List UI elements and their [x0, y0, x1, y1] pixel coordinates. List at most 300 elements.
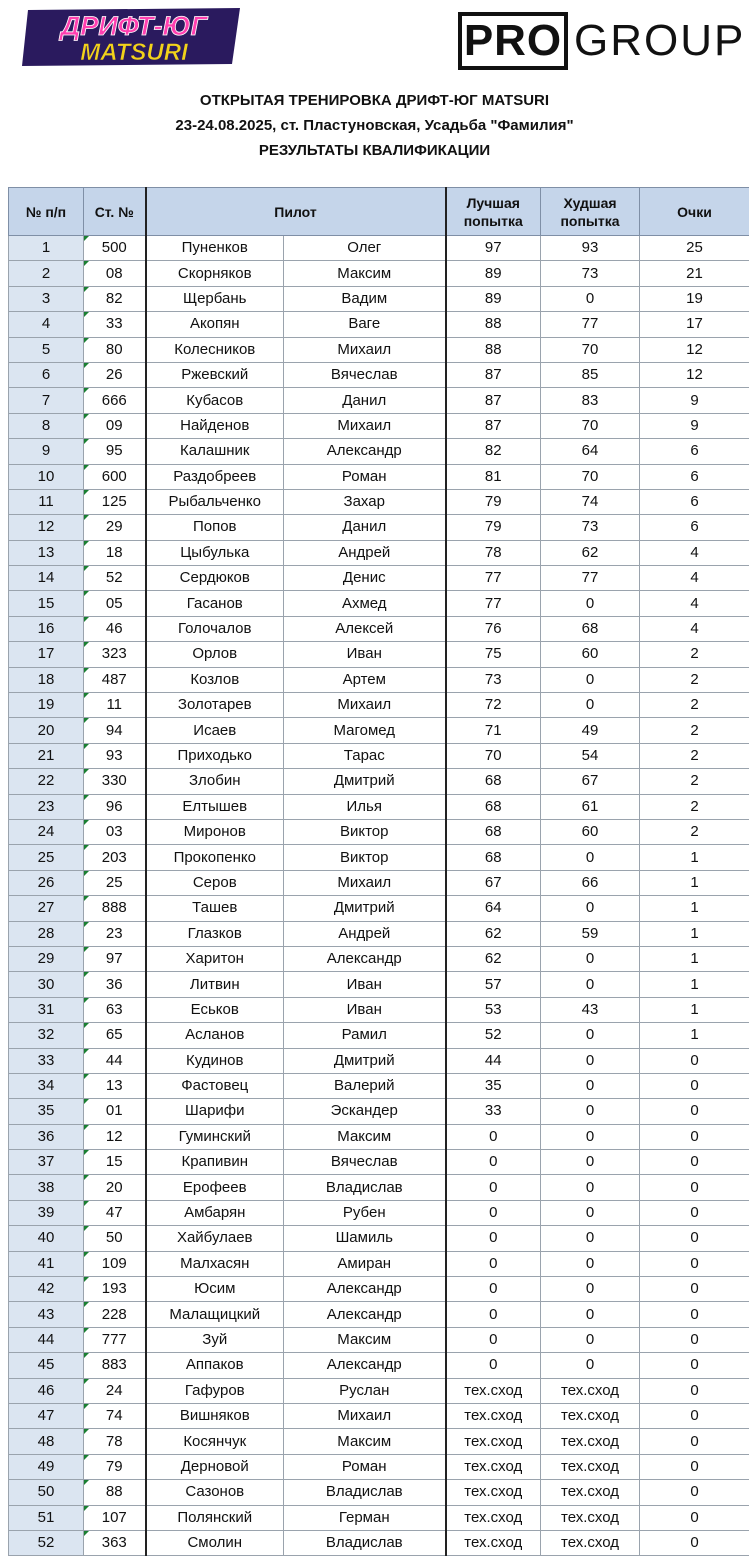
table-row [9, 667, 749, 692]
first-name-cell: Магомед [284, 718, 446, 743]
position-cell: 5 [9, 337, 84, 362]
position-cell: 20 [9, 718, 84, 743]
start-number-cell: 08 [84, 261, 146, 286]
col-header-worst-attempt [541, 188, 640, 236]
logo-line-2: MATSURI [80, 39, 188, 66]
table-row [9, 286, 749, 311]
best-attempt-cell: 68 [446, 819, 541, 844]
best-attempt-cell: 62 [446, 921, 541, 946]
points-cell: 0 [640, 1327, 749, 1352]
points-cell: 0 [640, 1505, 749, 1530]
first-name-cell: Александр [284, 1302, 446, 1327]
best-attempt-cell: 88 [446, 337, 541, 362]
points-cell: 0 [640, 1403, 749, 1428]
start-number-cell: 44 [84, 1048, 146, 1073]
table-row [9, 1480, 749, 1505]
points-cell: 1 [640, 972, 749, 997]
first-name-cell: Дмитрий [284, 896, 446, 921]
worst-attempt-cell: тех.сход [541, 1480, 640, 1505]
col-header-pilot: Пилот [146, 188, 446, 236]
points-cell: 0 [640, 1048, 749, 1073]
position-cell: 44 [9, 1327, 84, 1352]
worst-attempt-cell: 0 [541, 1200, 640, 1225]
surname-cell: Найденов [146, 413, 284, 438]
start-number-cell: 26 [84, 362, 146, 387]
first-name-cell: Рамил [284, 1023, 446, 1048]
worst-attempt-cell: 0 [541, 667, 640, 692]
first-name-cell: Рубен [284, 1200, 446, 1225]
best-attempt-cell: 72 [446, 693, 541, 718]
table-header-row [9, 188, 749, 236]
surname-cell: Сердюков [146, 566, 284, 591]
best-attempt-cell: 79 [446, 515, 541, 540]
start-number-cell: 500 [84, 236, 146, 261]
table-row [9, 1226, 749, 1251]
position-cell: 18 [9, 667, 84, 692]
start-number-cell: 79 [84, 1454, 146, 1479]
first-name-cell: Данил [284, 515, 446, 540]
points-cell: 4 [640, 591, 749, 616]
table-row [9, 388, 749, 413]
first-name-cell: Виктор [284, 819, 446, 844]
surname-cell: Аппаков [146, 1353, 284, 1378]
points-cell: 0 [640, 1302, 749, 1327]
start-number-cell: 93 [84, 743, 146, 768]
points-cell: 0 [640, 1175, 749, 1200]
surname-cell: Хайбулаев [146, 1226, 284, 1251]
best-attempt-cell: 64 [446, 896, 541, 921]
table-row [9, 921, 749, 946]
table-row [9, 236, 749, 261]
table-row [9, 464, 749, 489]
surname-cell: Фастовец [146, 1073, 284, 1098]
start-number-cell: 777 [84, 1327, 146, 1352]
points-cell: 1 [640, 896, 749, 921]
worst-attempt-cell: 64 [541, 439, 640, 464]
worst-attempt-cell: 54 [541, 743, 640, 768]
qualification-results-table [8, 187, 749, 1556]
position-cell: 47 [9, 1403, 84, 1428]
points-cell: 0 [640, 1378, 749, 1403]
worst-attempt-cell: 77 [541, 312, 640, 337]
col-header-start-number: Ст. № [84, 188, 146, 236]
first-name-cell: Александр [284, 1353, 446, 1378]
first-name-cell: Ваге [284, 312, 446, 337]
worst-attempt-cell: 0 [541, 693, 640, 718]
surname-cell: Приходько [146, 743, 284, 768]
surname-cell: Исаев [146, 718, 284, 743]
best-attempt-cell: 0 [446, 1200, 541, 1225]
position-cell: 22 [9, 769, 84, 794]
position-cell: 37 [9, 1150, 84, 1175]
start-number-cell: 600 [84, 464, 146, 489]
surname-cell: Амбарян [146, 1200, 284, 1225]
best-attempt-cell: тех.сход [446, 1454, 541, 1479]
worst-attempt-cell: тех.сход [541, 1378, 640, 1403]
start-number-cell: 96 [84, 794, 146, 819]
first-name-cell: Михаил [284, 413, 446, 438]
position-cell: 8 [9, 413, 84, 438]
position-cell: 15 [9, 591, 84, 616]
table-row [9, 1378, 749, 1403]
best-attempt-cell: 67 [446, 870, 541, 895]
table-row [9, 972, 749, 997]
position-cell: 46 [9, 1378, 84, 1403]
points-cell: 0 [640, 1480, 749, 1505]
best-attempt-cell: 73 [446, 667, 541, 692]
first-name-cell: Руслан [284, 1378, 446, 1403]
position-cell: 24 [9, 819, 84, 844]
surname-cell: Гасанов [146, 591, 284, 616]
table-row [9, 718, 749, 743]
points-cell: 12 [640, 362, 749, 387]
table-row [9, 1302, 749, 1327]
points-cell: 4 [640, 540, 749, 565]
start-number-cell: 11 [84, 693, 146, 718]
start-number-cell: 20 [84, 1175, 146, 1200]
table-row [9, 1327, 749, 1352]
best-attempt-cell: 33 [446, 1099, 541, 1124]
surname-cell: Раздобреев [146, 464, 284, 489]
start-number-cell: 13 [84, 1073, 146, 1098]
surname-cell: Глазков [146, 921, 284, 946]
worst-attempt-cell: 0 [541, 591, 640, 616]
best-attempt-cell: 53 [446, 997, 541, 1022]
position-cell: 38 [9, 1175, 84, 1200]
position-cell: 43 [9, 1302, 84, 1327]
best-attempt-cell: 76 [446, 616, 541, 641]
best-attempt-cell: 78 [446, 540, 541, 565]
surname-cell: Злобин [146, 769, 284, 794]
worst-attempt-cell: 67 [541, 769, 640, 794]
surname-cell: Серов [146, 870, 284, 895]
start-number-cell: 323 [84, 642, 146, 667]
first-name-cell: Дмитрий [284, 769, 446, 794]
best-attempt-line-2: попытка [463, 212, 523, 229]
start-number-cell: 97 [84, 946, 146, 971]
first-name-cell: Михаил [284, 337, 446, 362]
best-attempt-cell: тех.сход [446, 1530, 541, 1555]
first-name-cell: Андрей [284, 921, 446, 946]
position-cell: 49 [9, 1454, 84, 1479]
position-cell: 42 [9, 1277, 84, 1302]
table-row [9, 819, 749, 844]
start-number-cell: 46 [84, 616, 146, 641]
event-title: ОТКРЫТАЯ ТРЕНИРОВКА ДРИФТ-ЮГ MATSURI [199, 92, 550, 109]
start-number-cell: 29 [84, 515, 146, 540]
first-name-cell: Роман [284, 1454, 446, 1479]
worst-attempt-cell: 61 [541, 794, 640, 819]
position-cell: 11 [9, 489, 84, 514]
points-cell: 25 [640, 236, 749, 261]
best-attempt-cell: 0 [446, 1277, 541, 1302]
start-number-cell: 193 [84, 1277, 146, 1302]
worst-attempt-cell: 43 [541, 997, 640, 1022]
worst-attempt-cell: 60 [541, 819, 640, 844]
best-attempt-cell: 87 [446, 388, 541, 413]
position-cell: 10 [9, 464, 84, 489]
surname-cell: Акопян [146, 312, 284, 337]
start-number-cell: 12 [84, 1124, 146, 1149]
position-cell: 40 [9, 1226, 84, 1251]
first-name-cell: Валерий [284, 1073, 446, 1098]
first-name-cell: Михаил [284, 1403, 446, 1428]
worst-attempt-cell: 77 [541, 566, 640, 591]
logo-group-text: GROUP [574, 16, 746, 65]
position-cell: 6 [9, 362, 84, 387]
start-number-cell: 74 [84, 1403, 146, 1428]
position-cell: 30 [9, 972, 84, 997]
col-header-points: Очки [640, 188, 749, 236]
start-number-cell: 125 [84, 489, 146, 514]
points-cell: 9 [640, 413, 749, 438]
start-number-cell: 109 [84, 1251, 146, 1276]
start-number-cell: 33 [84, 312, 146, 337]
surname-cell: Золотарев [146, 693, 284, 718]
table-row [9, 693, 749, 718]
worst-attempt-cell: 66 [541, 870, 640, 895]
first-name-cell: Максим [284, 1429, 446, 1454]
worst-attempt-cell: 0 [541, 1302, 640, 1327]
surname-cell: Вишняков [146, 1403, 284, 1428]
table-row [9, 413, 749, 438]
surname-cell: Гуминский [146, 1124, 284, 1149]
first-name-cell: Илья [284, 794, 446, 819]
position-cell: 31 [9, 997, 84, 1022]
first-name-cell: Олег [284, 236, 446, 261]
first-name-cell: Владислав [284, 1480, 446, 1505]
table-row [9, 1124, 749, 1149]
points-cell: 0 [640, 1530, 749, 1555]
best-attempt-cell: 0 [446, 1302, 541, 1327]
table-row [9, 591, 749, 616]
best-attempt-cell: 0 [446, 1226, 541, 1251]
position-cell: 34 [9, 1073, 84, 1098]
best-attempt-cell: тех.сход [446, 1505, 541, 1530]
points-cell: 2 [640, 718, 749, 743]
table-row [9, 1530, 749, 1555]
first-name-cell: Денис [284, 566, 446, 591]
start-number-cell: 82 [84, 286, 146, 311]
points-cell: 0 [640, 1277, 749, 1302]
best-attempt-cell: тех.сход [446, 1403, 541, 1428]
points-cell: 2 [640, 794, 749, 819]
worst-attempt-cell: 0 [541, 1327, 640, 1352]
results-heading: РЕЗУЛЬТАТЫ КВАЛИФИКАЦИИ [258, 142, 491, 159]
best-attempt-cell: 70 [446, 743, 541, 768]
surname-cell: Малхасян [146, 1251, 284, 1276]
surname-cell: Косянчук [146, 1429, 284, 1454]
best-attempt-cell: 89 [446, 261, 541, 286]
best-attempt-cell: 68 [446, 794, 541, 819]
first-name-cell: Владислав [284, 1175, 446, 1200]
worst-attempt-cell: 0 [541, 896, 640, 921]
worst-attempt-cell: тех.сход [541, 1530, 640, 1555]
drift-yug-matsuri-logo [22, 6, 247, 68]
position-cell: 21 [9, 743, 84, 768]
best-attempt-cell: 0 [446, 1251, 541, 1276]
first-name-cell: Максим [284, 261, 446, 286]
worst-attempt-cell: 0 [541, 946, 640, 971]
col-header-best-attempt [446, 188, 541, 236]
table-row [9, 616, 749, 641]
progroup-logo [458, 12, 748, 74]
position-cell: 26 [9, 870, 84, 895]
table-row [9, 1277, 749, 1302]
start-number-cell: 47 [84, 1200, 146, 1225]
start-number-cell: 95 [84, 439, 146, 464]
table-row [9, 312, 749, 337]
surname-cell: Ташев [146, 896, 284, 921]
surname-cell: Елтышев [146, 794, 284, 819]
start-number-cell: 107 [84, 1505, 146, 1530]
table-row [9, 1403, 749, 1428]
best-attempt-cell: 68 [446, 769, 541, 794]
table-row [9, 362, 749, 387]
table-row [9, 1175, 749, 1200]
position-cell: 3 [9, 286, 84, 311]
first-name-cell: Александр [284, 946, 446, 971]
position-cell: 27 [9, 896, 84, 921]
surname-cell: Пуненков [146, 236, 284, 261]
surname-cell: Цыбулька [146, 540, 284, 565]
points-cell: 2 [640, 769, 749, 794]
surname-cell: Шарифи [146, 1099, 284, 1124]
worst-attempt-cell: тех.сход [541, 1429, 640, 1454]
points-cell: 6 [640, 515, 749, 540]
table-row [9, 1454, 749, 1479]
surname-cell: Прокопенко [146, 845, 284, 870]
table-row [9, 489, 749, 514]
start-number-cell: 03 [84, 819, 146, 844]
table-row [9, 540, 749, 565]
position-cell: 45 [9, 1353, 84, 1378]
position-cell: 9 [9, 439, 84, 464]
surname-cell: Козлов [146, 667, 284, 692]
points-cell: 1 [640, 921, 749, 946]
best-attempt-cell: 82 [446, 439, 541, 464]
first-name-cell: Алексей [284, 616, 446, 641]
best-attempt-line-1: Лучшая [466, 194, 520, 211]
points-cell: 21 [640, 261, 749, 286]
worst-attempt-line-1: Худшая [563, 194, 617, 211]
best-attempt-cell: 0 [446, 1124, 541, 1149]
table-row [9, 1023, 749, 1048]
first-name-cell: Ахмед [284, 591, 446, 616]
worst-attempt-cell: 0 [541, 1277, 640, 1302]
table-row [9, 896, 749, 921]
position-cell: 32 [9, 1023, 84, 1048]
position-cell: 48 [9, 1429, 84, 1454]
first-name-cell: Иван [284, 972, 446, 997]
worst-attempt-cell: 83 [541, 388, 640, 413]
best-attempt-cell: 57 [446, 972, 541, 997]
start-number-cell: 25 [84, 870, 146, 895]
start-number-cell: 01 [84, 1099, 146, 1124]
worst-attempt-cell: 68 [541, 616, 640, 641]
worst-attempt-cell: 70 [541, 413, 640, 438]
worst-attempt-cell: тех.сход [541, 1403, 640, 1428]
points-cell: 9 [640, 388, 749, 413]
points-cell: 1 [640, 946, 749, 971]
position-cell: 33 [9, 1048, 84, 1073]
position-cell: 28 [9, 921, 84, 946]
start-number-cell: 15 [84, 1150, 146, 1175]
worst-attempt-cell: 0 [541, 1124, 640, 1149]
surname-cell: Орлов [146, 642, 284, 667]
best-attempt-cell: 87 [446, 413, 541, 438]
start-number-cell: 63 [84, 997, 146, 1022]
first-name-cell: Вячеслав [284, 1150, 446, 1175]
first-name-cell: Вадим [284, 286, 446, 311]
first-name-cell: Тарас [284, 743, 446, 768]
start-number-cell: 888 [84, 896, 146, 921]
start-number-cell: 09 [84, 413, 146, 438]
worst-attempt-cell: 74 [541, 489, 640, 514]
worst-attempt-cell: 85 [541, 362, 640, 387]
start-number-cell: 80 [84, 337, 146, 362]
surname-cell: Крапивин [146, 1150, 284, 1175]
logo-line-1: ДРИФТ-ЮГ [60, 11, 208, 41]
points-cell: 4 [640, 616, 749, 641]
start-number-cell: 363 [84, 1530, 146, 1555]
surname-cell: Сазонов [146, 1480, 284, 1505]
position-cell: 1 [9, 236, 84, 261]
table-row [9, 870, 749, 895]
first-name-cell: Роман [284, 464, 446, 489]
start-number-cell: 330 [84, 769, 146, 794]
points-cell: 1 [640, 845, 749, 870]
surname-cell: Миронов [146, 819, 284, 844]
worst-attempt-cell: 0 [541, 1353, 640, 1378]
surname-cell: Еськов [146, 997, 284, 1022]
points-cell: 1 [640, 997, 749, 1022]
table-row [9, 1099, 749, 1124]
start-number-cell: 666 [84, 388, 146, 413]
first-name-cell: Дмитрий [284, 1048, 446, 1073]
points-cell: 2 [640, 743, 749, 768]
start-number-cell: 78 [84, 1429, 146, 1454]
best-attempt-cell: 52 [446, 1023, 541, 1048]
table-row [9, 1150, 749, 1175]
worst-attempt-cell: 0 [541, 1023, 640, 1048]
surname-cell: Харитон [146, 946, 284, 971]
best-attempt-cell: 97 [446, 236, 541, 261]
best-attempt-cell: тех.сход [446, 1378, 541, 1403]
position-cell: 14 [9, 566, 84, 591]
start-number-cell: 23 [84, 921, 146, 946]
table-row [9, 1429, 749, 1454]
table-row [9, 1505, 749, 1530]
start-number-cell: 203 [84, 845, 146, 870]
worst-attempt-cell: 93 [541, 236, 640, 261]
worst-attempt-cell: 0 [541, 1048, 640, 1073]
start-number-cell: 65 [84, 1023, 146, 1048]
table-row [9, 337, 749, 362]
position-cell: 12 [9, 515, 84, 540]
surname-cell: Голочалов [146, 616, 284, 641]
position-cell: 16 [9, 616, 84, 641]
start-number-cell: 18 [84, 540, 146, 565]
position-cell: 23 [9, 794, 84, 819]
first-name-cell: Шамиль [284, 1226, 446, 1251]
surname-cell: Гафуров [146, 1378, 284, 1403]
worst-attempt-cell: 0 [541, 1099, 640, 1124]
position-cell: 35 [9, 1099, 84, 1124]
points-cell: 0 [640, 1150, 749, 1175]
points-cell: 12 [640, 337, 749, 362]
position-cell: 17 [9, 642, 84, 667]
